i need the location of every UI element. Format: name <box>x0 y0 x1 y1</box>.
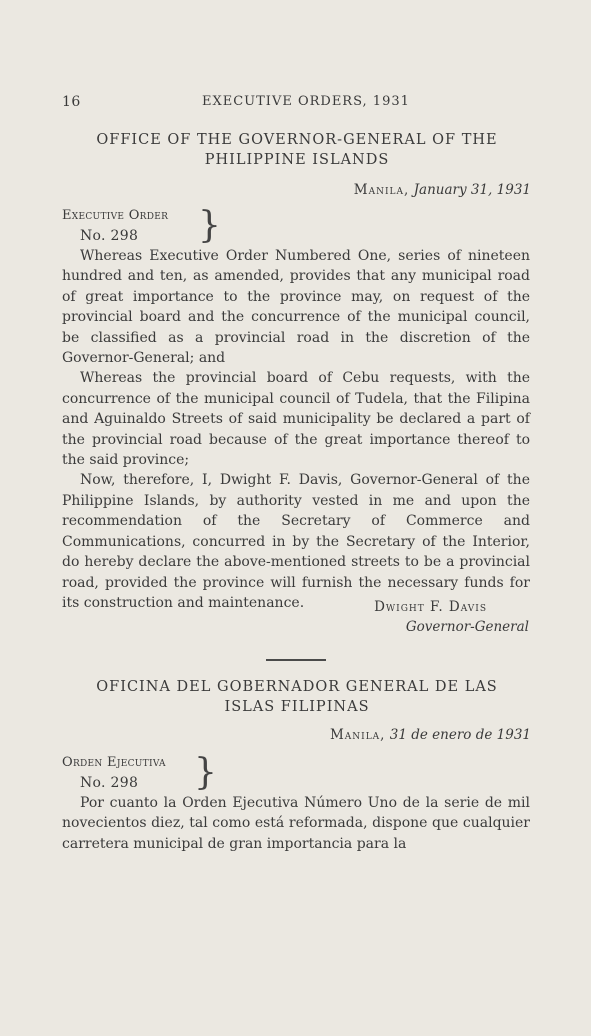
running-title: EXECUTIVE ORDERS, 1931 <box>202 94 410 109</box>
office-heading-line: ISLAS FILIPINAS <box>224 699 370 715</box>
order-label: Executive Order <box>62 208 169 223</box>
page-header <box>62 94 532 114</box>
signature-name: Dwight F. Davis <box>374 599 487 615</box>
dateline-place: Manila, <box>329 727 386 743</box>
brace-icon: } <box>194 752 217 793</box>
page-number: 16 <box>62 94 81 110</box>
brace-icon: } <box>198 205 221 246</box>
dateline-date: January 31, 1931 <box>413 182 531 198</box>
office-heading-line: OFICINA DEL GOBERNADOR GENERAL DE LAS <box>96 679 498 695</box>
section-divider <box>266 659 326 661</box>
dateline-spanish <box>330 727 531 743</box>
order-number: No. 298 <box>80 775 139 791</box>
order-body-spanish <box>62 793 530 854</box>
order-number: No. 298 <box>80 228 139 244</box>
office-heading-line: OFFICE OF THE GOVERNOR-GENERAL OF THE <box>96 132 498 148</box>
order-body-english <box>62 246 530 613</box>
paragraph: Now, therefore, I, Dwight F. Davis, Governor-General of the Philippine Islands, by authority vested in me and upon the recommendation of the Secretary of Commerce and Communications, concurred in by the Secretary of the Interior, do hereby declare the above-mentioned streets to be a provincial road, provided the province will furnish the necessary funds for its construction and maintenance. <box>62 472 530 611</box>
order-reference-spanish <box>62 752 166 794</box>
signature-title: Governor-General <box>405 619 529 635</box>
dateline-date: 31 de enero de 1931 <box>389 727 531 743</box>
office-heading-spanish <box>62 677 532 717</box>
paragraph: Whereas the provincial board of Cebu requests, with the concurrence of the municipal council of Tudela, that the Filipina and Aguinaldo Streets of said municipality be declared a part of the provincial road because of the great importance thereof to the said province; <box>62 370 530 469</box>
dateline-english <box>354 182 531 198</box>
paragraph: Por cuanto la Orden Ejecutiva Número Uno de la serie de mil novecientos diez, tal como está reformada, dispone que cualquier carretera municipal de gran importancia para la <box>62 795 530 852</box>
order-reference-english <box>62 205 168 247</box>
office-heading-english <box>62 130 532 170</box>
signature-block <box>374 597 529 637</box>
order-label: Orden Ejecutiva <box>62 755 166 770</box>
dateline-place: Manila, <box>353 182 410 198</box>
office-heading-line: PHILIPPINE ISLANDS <box>204 152 390 168</box>
paragraph: Whereas Executive Order Numbered One, series of nineteen hundred and ten, as amended, provides that any municipal road of great importance to the province may, on request of the provincial board and the concurrence of the municipal council, be classified as a provincial road in the discretion of the Governor-General; and <box>62 248 530 367</box>
